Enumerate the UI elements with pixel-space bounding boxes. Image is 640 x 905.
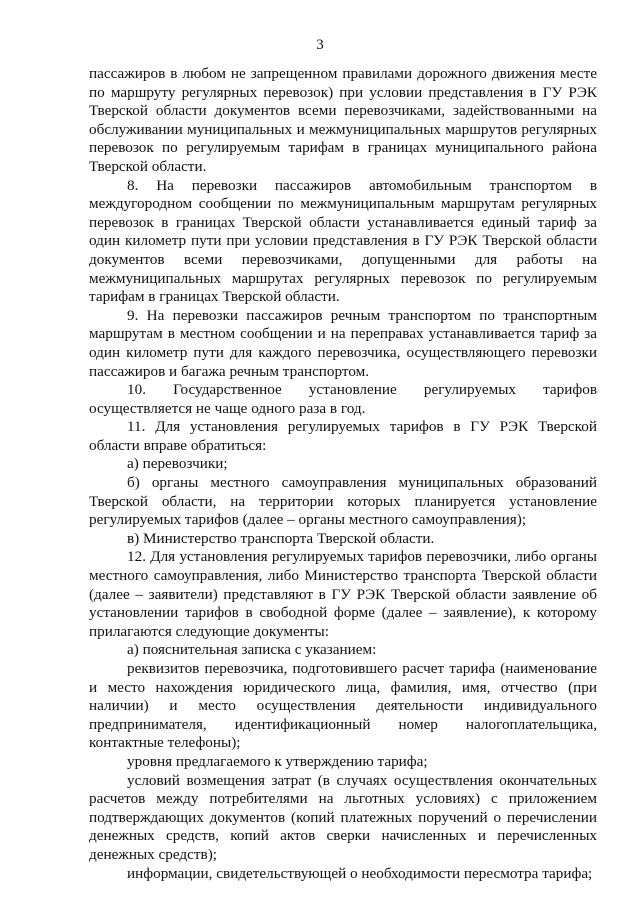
document-body (89, 65, 597, 883)
subitem-v-ministry: в) Министерство транспорта Тверской области. (127, 529, 435, 547)
list-entry-cost-reimbursement: условий возмещения затрат (в случаях осуществления окончательных расчетов между потребителями на льготных условиях) с приложением подтверждающих документов (копий платежных поручений о перечислении денежных средств, копий актов сверки начисленных и перечисленных денежных средств); (89, 771, 597, 863)
subitem-a-carriers: а) перевозчики; (127, 455, 228, 473)
page-number: 3 (316, 37, 324, 53)
paragraph-item-8: 8. На перевозки пассажиров автомобильным транспортом в междугородном сообщении по межмуниципальным маршрутам регулярных перевозок в границах Тверской области устанавливается единый тариф за один километр пути при условии представления в ГУ РЭК Тверской области документов всеми перевозчиками, допущенными для работы на межмуниципальных маршрутах регулярных перевозок по регулируемым тарифам в границах Тверской области. (89, 176, 597, 306)
subitem-a-explanatory-note: а) пояснительная записка с указанием: (127, 641, 377, 659)
list-entry-carrier-details: реквизитов перевозчика, подготовившего расчет тарифа (наименование и место нахождения юридического лица, фамилия, имя, отчество (при наличии) и место осуществления деятельности индивидуального предпринимателя, идентификационный номер налогоплательщика, контактные телефоны); (89, 660, 597, 752)
list-entry-revision-info: информации, свидетельствующей о необходимости пересмотра тарифа; (127, 864, 593, 882)
paragraph-item-11: 11. Для установления регулируемых тарифов в ГУ РЭК Тверской области вправе обратиться: (89, 418, 597, 454)
paragraph-item-9: 9. На перевозки пассажиров речным транспортом по транспортным маршрутам в местном сообщении и на переправах устанавливается тариф за один километр пути для каждого перевозчика, осуществляющего перевозки пассажиров и багажа речным транспортом. (89, 306, 597, 380)
paragraph-item-12: 12. Для установления регулируемых тарифов перевозчики, либо органы местного самоуправления, либо Министерство транспорта Тверской области (далее – заявители) представляют в ГУ РЭК Тверской области заявление об установлении тарифов в свободной форме (далее – заявление), к которому прилагаются следующие документы: (89, 548, 597, 640)
list-entry-tariff-level: уровня предлагаемого к утверждению тарифа; (127, 752, 428, 770)
paragraph-item-10: 10. Государственное установление регулируемых тарифов осуществляется не чаще одного раза в год. (89, 381, 597, 417)
paragraph-continuation: пассажиров в любом не запрещенном правилами дорожного движения месте по маршруту регулярных перевозок) при условии представления в ГУ РЭК Тверской области документов всеми перевозчиками, задействованными на обслуживании муниципальных и межмуниципальных маршрутов регулярных перевозок по регулируемым тарифам в границах муниципального района Тверской области. (89, 65, 597, 175)
subitem-b-local-government: б) органы местного самоуправления муниципальных образований Тверской области, на территории которых планируется установление регулируемых тарифов (далее – органы местного самоуправления); (89, 474, 597, 529)
